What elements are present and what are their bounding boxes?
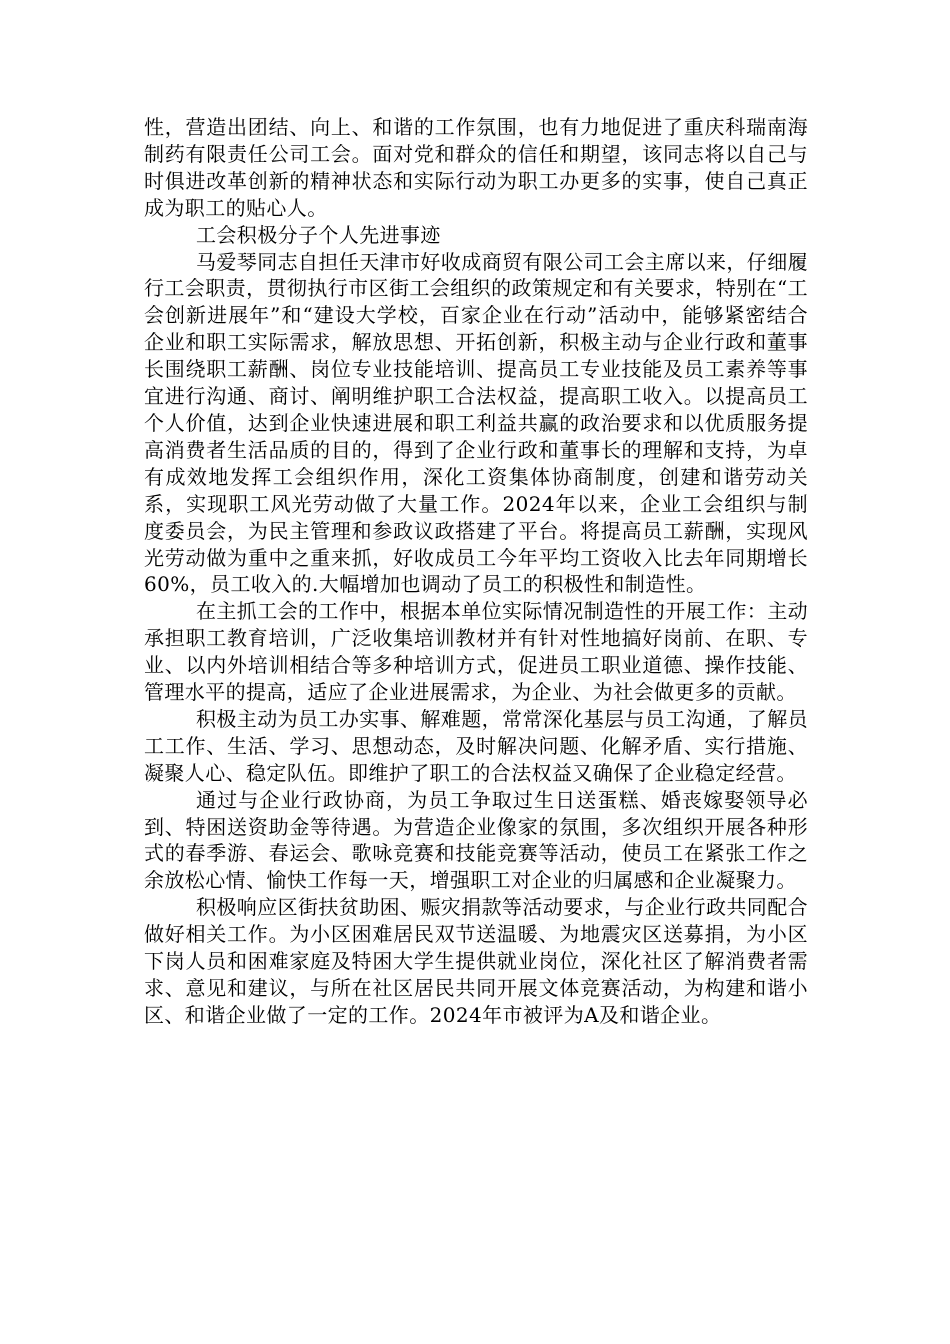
- paragraph-continuation: 性，营造出团结、向上、和谐的工作氛围，也有力地促进了重庆科瑞南海制药有限责任公司工会。面对党和群众的信任和期望，该同志将以自己与时俱进改革创新的精神状态和实际行动为职工办更多的实事，使自己真正成为职工的贴心人。: [144, 115, 808, 220]
- paragraph-intro: 马爱琴同志自担任天津市好收成商贸有限公司工会主席以来，仔细履行工会职责，贯彻执行市区街工会组织的政策规定和有关要求，特别在“工会创新进展年”和“建设大学校，百家企业在行动”活动中，能够紧密结合企业和职工实际需求，解放思想、开拓创新，积极主动与企业行政和董事长围绕职工薪酬、岗位专业技能培训、提高员工专业技能及员工素养等事宜进行沟通、商讨、阐明维护职工合法权益，提高职工收入。以提高员工个人价值，达到企业快速进展和职工利益共赢的政治要求和以优质服务提高消费者生活品质的目的，得到了企业行政和董事长的理解和支持，为卓有成效地发挥工会组织作用，深化工资集体协商制度，创建和谐劳动关系，实现职工风光劳动做了大量工作。2024年以来，企业工会组织与制度委员会，为民主管理和参政议政搭建了平台。将提高员工薪酬，实现风光劳动做为重中之重来抓，好收成员工今年平均工资收入比去年同期增长60%，员工收入的.大幅增加也调动了员工的积极性和制造性。: [144, 249, 808, 597]
- document-body: [144, 114, 808, 1029]
- section-heading: 工会积极分子个人先进事迹: [196, 222, 441, 247]
- paragraph-community: 积极响应区街扶贫助困、赈灾捐款等活动要求，与企业行政共同配合做好相关工作。为小区困难居民双节送温暖、为地震灾区送募捐，为小区下岗人员和困难家庭及特困大学生提供就业岗位，深化社区了解消费者需求、意见和建议，与所在社区居民共同开展文体竞赛活动，为构建和谐小区、和谐企业做了一定的工作。2024年市被评为A及和谐企业。: [144, 895, 808, 1027]
- paragraph-practical-matters: 积极主动为员工办实事、解难题，常常深化基层与员工沟通，了解员工工作、生活、学习、思想动态，及时解决问题、化解矛盾、实行措施、凝聚人心、稳定队伍。即维护了职工的合法权益又确保了企业稳定经营。: [144, 706, 808, 785]
- paragraph-training: 在主抓工会的工作中，根据本单位实际情况制造性的开展工作：主动承担职工教育培训，广泛收集培训教材并有针对性地搞好岗前、在职、专业、以内外培训相结合等多种培训方式，促进员工职业道德、操作技能、管理水平的提高，适应了企业进展需求，为企业、为社会做更多的贡献。: [144, 599, 808, 705]
- paragraph-welfare: 通过与企业行政协商，为员工争取过生日送蛋糕、婚丧嫁娶领导必到、特困送资助金等待遇。为营造企业像家的氛围，多次组织开展各种形式的春季游、春运会、歌咏竞赛和技能竞赛等活动，使员工在紧张工作之余放松心情、愉快工作每一天，增强职工对企业的归属感和企业凝聚力。: [144, 787, 808, 893]
